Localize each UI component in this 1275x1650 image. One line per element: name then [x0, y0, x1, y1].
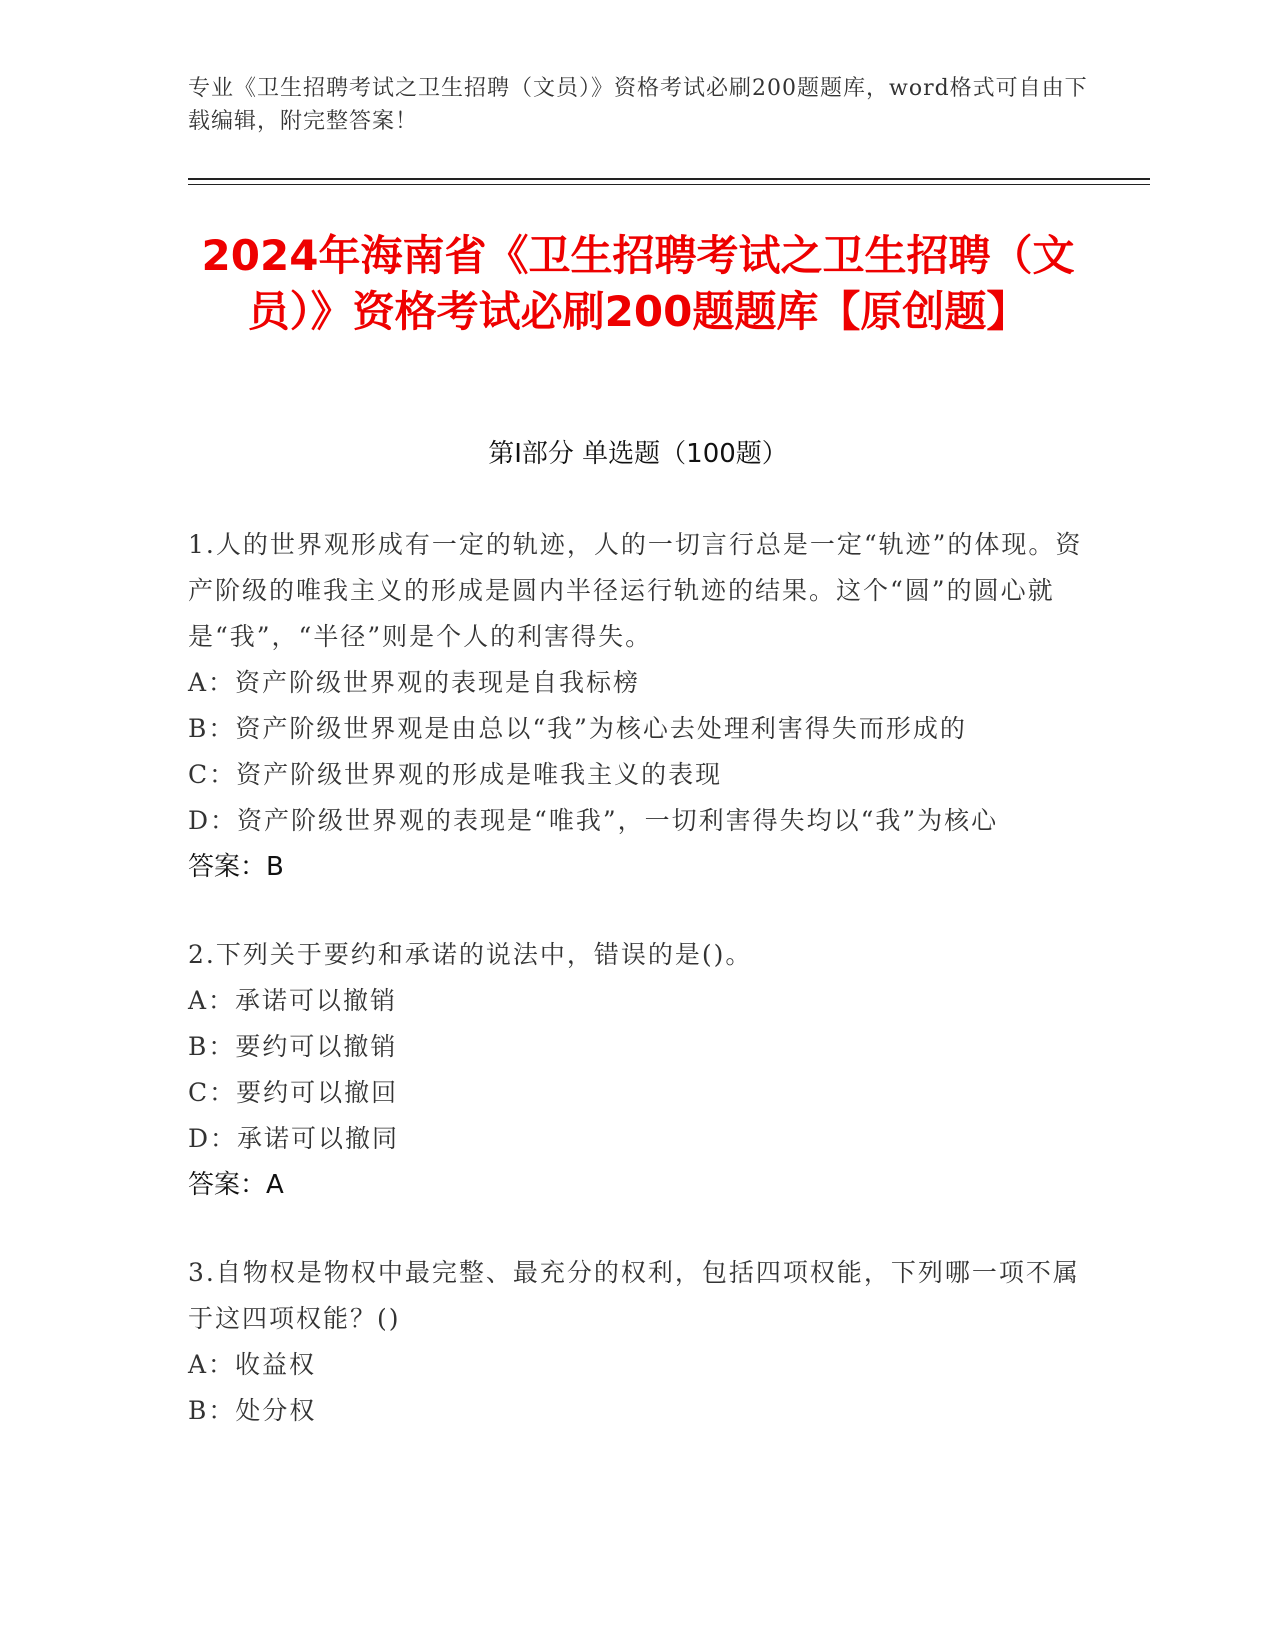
- option-b: B：处分权: [188, 1396, 317, 1425]
- question-stem: 1.人的世界观形成有一定的轨迹，人的一切言行总是一定“轨迹”的体现。资产阶级的唯我主义的形成是圆内半径运行轨迹的结果。这个“圆”的圆心就是“我”，“半径”则是个人的利害得失。: [188, 530, 1083, 651]
- option-c: C：要约可以撤回: [188, 1078, 399, 1107]
- option-a: A：资产阶级世界观的表现是自我标榜: [188, 668, 641, 697]
- option-a: A：收益权: [188, 1350, 317, 1379]
- option-d: D：承诺可以撤同: [188, 1124, 400, 1153]
- option-a: A：承诺可以撤销: [188, 986, 398, 1015]
- option-b: B：资产阶级世界观是由总以“我”为核心去处理利害得失而形成的: [188, 714, 967, 743]
- question-answer: 答案：A: [188, 1170, 284, 1200]
- question-stem: 2.下列关于要约和承诺的说法中，错误的是()。: [188, 940, 753, 969]
- header-divider-thick: [188, 178, 1150, 180]
- option-b: B：要约可以撤销: [188, 1032, 398, 1061]
- question-list: [188, 522, 1088, 1476]
- question-3: [188, 1250, 1088, 1434]
- question-1: [188, 522, 1088, 890]
- option-c: C：资产阶级世界观的形成是唯我主义的表现: [188, 760, 723, 789]
- section-title: 第I部分 单选题（100题）: [488, 439, 788, 469]
- header-divider-thin: [188, 184, 1150, 185]
- question-answer: 答案：B: [188, 852, 284, 882]
- option-d: D：资产阶级世界观的表现是“唯我”，一切利害得失均以“我”为核心: [188, 806, 999, 835]
- header-note: 专业《卫生招聘考试之卫生招聘（文员）》资格考试必刷200题题库，word格式可自由下载编辑，附完整答案！: [188, 76, 1088, 134]
- question-stem: 3.自物权是物权中最完整、最充分的权利，包括四项权能，下列哪一项不属于这四项权能？(): [188, 1258, 1080, 1333]
- document-title: 2024年海南省《卫生招聘考试之卫生招聘（文员）》资格考试必刷200题题库【原创题】: [201, 231, 1075, 336]
- question-2: [188, 932, 1088, 1208]
